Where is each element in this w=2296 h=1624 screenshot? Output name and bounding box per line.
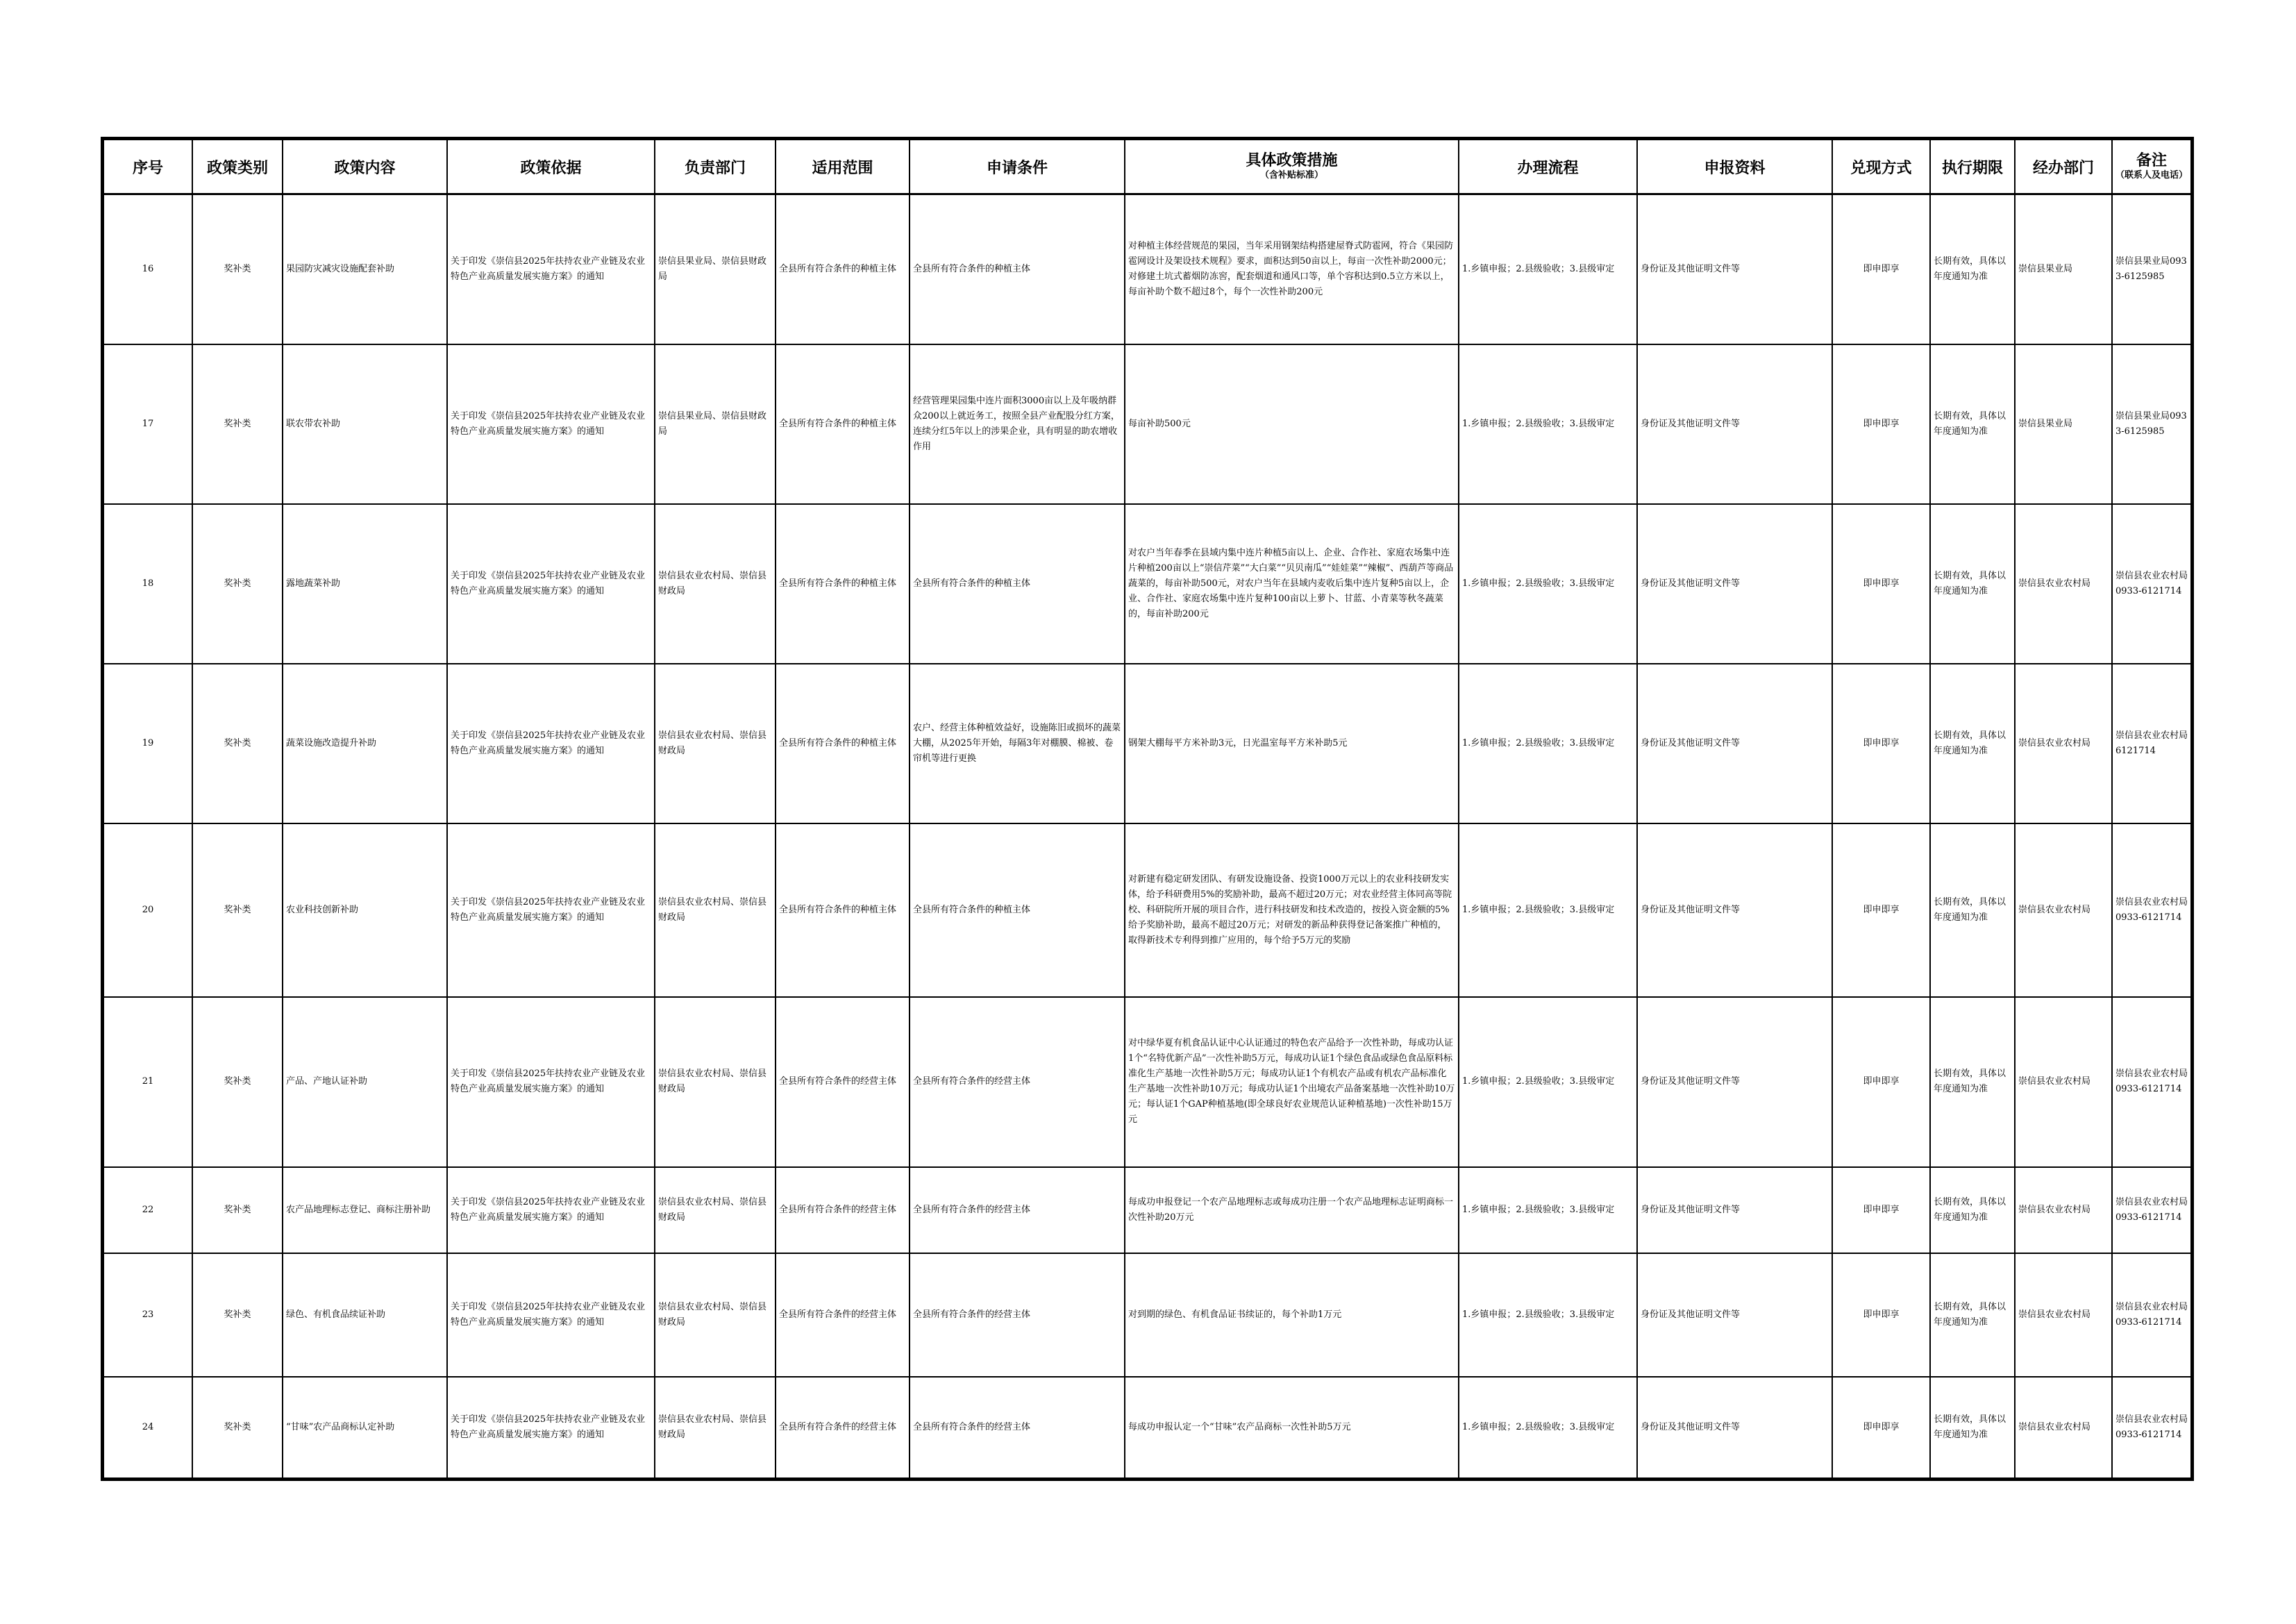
cell-seq: 17 (103, 344, 192, 504)
cell-seq: 19 (103, 664, 192, 823)
cell-method: 即申即享 (1832, 1253, 1930, 1377)
cell-seq: 23 (103, 1253, 192, 1377)
header-note (2112, 140, 2191, 194)
cell-content: 产品、产地认证补助 (283, 997, 447, 1167)
table-row (103, 664, 2191, 823)
cell-period: 长期有效，具体以年度通知为准 (1930, 344, 2015, 504)
cell-method: 即申即享 (1832, 194, 1930, 344)
header-note-title: 备注 (2136, 152, 2167, 169)
table-row (103, 997, 2191, 1167)
cell-measures: 对种植主体经营规范的果园，当年采用钢架结构搭建屋脊式防雹网，符合《果园防雹网设计及架设技术规程》要求，面积达到50亩以上，每亩一次性补助2000元；对修建土坑式蓄烟防冻窖，配套烟道和通风口等，单个容积达到0.5立方米以上，每亩补助个数不超过8个，每个一次性补助200元 (1125, 194, 1459, 344)
cell-measures: 对中绿华夏有机食品认证中心认证通过的特色农产品给予一次性补助，每成功认证1个“名特优新产品”一次性补助5万元，每成功认证1个绿色食品或绿色食品原料标准化生产基地一次性补助5万元；每成功认证1个有机农产品或有机农产品标准化生产基地一次性补助10万元；每成功认证1个出境农产品备案基地一次性补助10万元；每认证1个GAP种植基地(即全球良好农业规范认证种植基地)一次性补助15万元 (1125, 997, 1459, 1167)
cell-category: 奖补类 (192, 504, 283, 664)
cell-category: 奖补类 (192, 997, 283, 1167)
cell-dept: 崇信县果业局、崇信县财政局 (655, 344, 776, 504)
cell-note: 崇信县果业局0933-6125985 (2112, 344, 2191, 504)
cell-office: 崇信县农业农村局 (2015, 997, 2112, 1167)
table-row (103, 823, 2191, 997)
header-seq: 序号 (103, 140, 192, 194)
cell-scope: 全县所有符合条件的种植主体 (776, 504, 910, 664)
cell-materials: 身份证及其他证明文件等 (1637, 997, 1832, 1167)
cell-scope: 全县所有符合条件的种植主体 (776, 664, 910, 823)
cell-category: 奖补类 (192, 1167, 283, 1253)
header-measures (1125, 140, 1459, 194)
cell-method: 即申即享 (1832, 344, 1930, 504)
cell-content: 农产品地理标志登记、商标注册补助 (283, 1167, 447, 1253)
cell-note: 崇信县果业局0933-6125985 (2112, 194, 2191, 344)
cell-materials: 身份证及其他证明文件等 (1637, 1377, 1832, 1478)
table-row (103, 1253, 2191, 1377)
header-method: 兑现方式 (1832, 140, 1930, 194)
cell-basis: 关于印发《崇信县2025年扶持农业产业链及农业特色产业高质量发展实施方案》的通知 (447, 664, 655, 823)
cell-dept: 崇信县农业农村局、崇信县财政局 (655, 823, 776, 997)
cell-materials: 身份证及其他证明文件等 (1637, 504, 1832, 664)
cell-materials: 身份证及其他证明文件等 (1637, 1253, 1832, 1377)
table-row (103, 344, 2191, 504)
cell-seq: 24 (103, 1377, 192, 1478)
cell-measures: 对新建有稳定研发团队、有研发设施设备、投资1000万元以上的农业科技研发实体，给予科研费用5%的奖励补助，最高不超过20万元；对农业经营主体同高等院校、科研院所开展的项目合作，进行科技研发和技术改造的，按投入资金额的5%给予奖励补助，最高不超过20万元；对研发的新品种获得登记备案推广种植的，取得新技术专利得到推广应用的，每个给予5万元的奖励 (1125, 823, 1459, 997)
cell-method: 即申即享 (1832, 1167, 1930, 1253)
cell-process: 1.乡镇申报；2.县级验收；3.县级审定 (1459, 1377, 1637, 1478)
cell-conditions: 全县所有符合条件的种植主体 (910, 504, 1125, 664)
cell-process: 1.乡镇申报；2.县级验收；3.县级审定 (1459, 504, 1637, 664)
cell-scope: 全县所有符合条件的种植主体 (776, 194, 910, 344)
cell-measures: 每成功申报登记一个农产品地理标志或每成功注册一个农产品地理标志证明商标一次性补助20万元 (1125, 1167, 1459, 1253)
cell-content: 果园防灾减灾设施配套补助 (283, 194, 447, 344)
cell-note: 崇信县农业农村局0933-6121714 (2112, 823, 2191, 997)
cell-conditions: 全县所有符合条件的种植主体 (910, 823, 1125, 997)
cell-office: 崇信县农业农村局 (2015, 823, 2112, 997)
header-note-subtitle: （联系人及电话） (2115, 170, 2188, 181)
cell-period: 长期有效，具体以年度通知为准 (1930, 823, 2015, 997)
cell-content: 绿色、有机食品续证补助 (283, 1253, 447, 1377)
header-measures-subtitle: （含补贴标准） (1259, 170, 1323, 181)
cell-dept: 崇信县农业农村局、崇信县财政局 (655, 1377, 776, 1478)
cell-method: 即申即享 (1832, 1377, 1930, 1478)
header-category: 政策类别 (192, 140, 283, 194)
cell-period: 长期有效，具体以年度通知为准 (1930, 504, 2015, 664)
header-process: 办理流程 (1459, 140, 1637, 194)
cell-method: 即申即享 (1832, 664, 1930, 823)
cell-content: “甘味”农产品商标认定补助 (283, 1377, 447, 1478)
cell-seq: 18 (103, 504, 192, 664)
cell-period: 长期有效，具体以年度通知为准 (1930, 1377, 2015, 1478)
cell-scope: 全县所有符合条件的种植主体 (776, 823, 910, 997)
cell-seq: 22 (103, 1167, 192, 1253)
table-row (103, 194, 2191, 344)
cell-period: 长期有效，具体以年度通知为准 (1930, 1253, 2015, 1377)
header-office: 经办部门 (2015, 140, 2112, 194)
cell-scope: 全县所有符合条件的种植主体 (776, 344, 910, 504)
cell-office: 崇信县果业局 (2015, 194, 2112, 344)
cell-dept: 崇信县农业农村局、崇信县财政局 (655, 504, 776, 664)
table-row (103, 1167, 2191, 1253)
cell-basis: 关于印发《崇信县2025年扶持农业产业链及农业特色产业高质量发展实施方案》的通知 (447, 823, 655, 997)
cell-process: 1.乡镇申报；2.县级验收；3.县级审定 (1459, 194, 1637, 344)
cell-process: 1.乡镇申报；2.县级验收；3.县级审定 (1459, 1253, 1637, 1377)
cell-office: 崇信县农业农村局 (2015, 1167, 2112, 1253)
cell-conditions: 全县所有符合条件的经营主体 (910, 1167, 1125, 1253)
cell-basis: 关于印发《崇信县2025年扶持农业产业链及农业特色产业高质量发展实施方案》的通知 (447, 1167, 655, 1253)
cell-office: 崇信县果业局 (2015, 344, 2112, 504)
cell-note: 崇信县农业农村局0933-6121714 (2112, 1377, 2191, 1478)
cell-scope: 全县所有符合条件的经营主体 (776, 1253, 910, 1377)
cell-category: 奖补类 (192, 823, 283, 997)
cell-category: 奖补类 (192, 1253, 283, 1377)
cell-office: 崇信县农业农村局 (2015, 664, 2112, 823)
cell-method: 即申即享 (1832, 997, 1930, 1167)
cell-dept: 崇信县农业农村局、崇信县财政局 (655, 1253, 776, 1377)
cell-basis: 关于印发《崇信县2025年扶持农业产业链及农业特色产业高质量发展实施方案》的通知 (447, 344, 655, 504)
cell-process: 1.乡镇申报；2.县级验收；3.县级审定 (1459, 823, 1637, 997)
cell-note: 崇信县农业农村局0933-6121714 (2112, 1253, 2191, 1377)
cell-basis: 关于印发《崇信县2025年扶持农业产业链及农业特色产业高质量发展实施方案》的通知 (447, 1377, 655, 1478)
cell-dept: 崇信县农业农村局、崇信县财政局 (655, 997, 776, 1167)
cell-note: 崇信县农业农村局6121714 (2112, 664, 2191, 823)
cell-materials: 身份证及其他证明文件等 (1637, 344, 1832, 504)
cell-content: 露地蔬菜补助 (283, 504, 447, 664)
cell-measures: 每成功申报认定一个“甘味”农产品商标一次性补助5万元 (1125, 1377, 1459, 1478)
header-basis: 政策依据 (447, 140, 655, 194)
cell-seq: 21 (103, 997, 192, 1167)
cell-scope: 全县所有符合条件的经营主体 (776, 1167, 910, 1253)
cell-office: 崇信县农业农村局 (2015, 504, 2112, 664)
cell-office: 崇信县农业农村局 (2015, 1253, 2112, 1377)
cell-conditions: 全县所有符合条件的经营主体 (910, 1377, 1125, 1478)
cell-dept: 崇信县农业农村局、崇信县财政局 (655, 664, 776, 823)
cell-conditions: 全县所有符合条件的经营主体 (910, 997, 1125, 1167)
cell-process: 1.乡镇申报；2.县级验收；3.县级审定 (1459, 664, 1637, 823)
cell-basis: 关于印发《崇信县2025年扶持农业产业链及农业特色产业高质量发展实施方案》的通知 (447, 997, 655, 1167)
cell-note: 崇信县农业农村局0933-6121714 (2112, 504, 2191, 664)
table-row (103, 1377, 2191, 1478)
cell-basis: 关于印发《崇信县2025年扶持农业产业链及农业特色产业高质量发展实施方案》的通知 (447, 1253, 655, 1377)
cell-dept: 崇信县农业农村局、崇信县财政局 (655, 1167, 776, 1253)
cell-process: 1.乡镇申报；2.县级验收；3.县级审定 (1459, 997, 1637, 1167)
cell-conditions: 经营管理果园集中连片面积3000亩以上及年吸纳群众200以上就近务工，按照全县产业配股分红方案，连续分红5年以上的涉果企业，具有明显的助农增收作用 (910, 344, 1125, 504)
cell-conditions: 全县所有符合条件的种植主体 (910, 194, 1125, 344)
cell-office: 崇信县农业农村局 (2015, 1377, 2112, 1478)
cell-category: 奖补类 (192, 1377, 283, 1478)
cell-period: 长期有效，具体以年度通知为准 (1930, 1167, 2015, 1253)
header-row (103, 140, 2191, 194)
cell-content: 蔬菜设施改造提升补助 (283, 664, 447, 823)
cell-conditions: 全县所有符合条件的经营主体 (910, 1253, 1125, 1377)
cell-scope: 全县所有符合条件的经营主体 (776, 1377, 910, 1478)
cell-dept: 崇信县果业局、崇信县财政局 (655, 194, 776, 344)
header-measures-title: 具体政策措施 (1246, 152, 1338, 169)
cell-period: 长期有效，具体以年度通知为准 (1930, 997, 2015, 1167)
cell-basis: 关于印发《崇信县2025年扶持农业产业链及农业特色产业高质量发展实施方案》的通知 (447, 504, 655, 664)
cell-category: 奖补类 (192, 344, 283, 504)
cell-method: 即申即享 (1832, 504, 1930, 664)
cell-category: 奖补类 (192, 664, 283, 823)
cell-note: 崇信县农业农村局0933-6121714 (2112, 997, 2191, 1167)
header-conditions: 申请条件 (910, 140, 1125, 194)
cell-seq: 20 (103, 823, 192, 997)
cell-content: 农业科技创新补助 (283, 823, 447, 997)
cell-period: 长期有效，具体以年度通知为准 (1930, 194, 2015, 344)
cell-seq: 16 (103, 194, 192, 344)
header-dept: 负责部门 (655, 140, 776, 194)
cell-materials: 身份证及其他证明文件等 (1637, 1167, 1832, 1253)
cell-method: 即申即享 (1832, 823, 1930, 997)
cell-content: 联农带农补助 (283, 344, 447, 504)
cell-process: 1.乡镇申报；2.县级验收；3.县级审定 (1459, 344, 1637, 504)
header-scope: 适用范围 (776, 140, 910, 194)
cell-note: 崇信县农业农村局0933-6121714 (2112, 1167, 2191, 1253)
cell-measures: 钢架大棚每平方米补助3元，日光温室每平方米补助5元 (1125, 664, 1459, 823)
cell-materials: 身份证及其他证明文件等 (1637, 664, 1832, 823)
table-row (103, 504, 2191, 664)
header-period: 执行期限 (1930, 140, 2015, 194)
header-materials: 申报资料 (1637, 140, 1832, 194)
cell-measures: 对到期的绿色、有机食品证书续证的，每个补助1万元 (1125, 1253, 1459, 1377)
header-content: 政策内容 (283, 140, 447, 194)
cell-conditions: 农户、经营主体种植效益好，设施陈旧或损坏的蔬菜大棚，从2025年开始，每隔3年对棚膜、棉被、卷帘机等进行更换 (910, 664, 1125, 823)
cell-measures: 每亩补助500元 (1125, 344, 1459, 504)
policy-table (103, 139, 2192, 1479)
cell-materials: 身份证及其他证明文件等 (1637, 194, 1832, 344)
cell-process: 1.乡镇申报；2.县级验收；3.县级审定 (1459, 1167, 1637, 1253)
cell-category: 奖补类 (192, 194, 283, 344)
cell-period: 长期有效，具体以年度通知为准 (1930, 664, 2015, 823)
cell-basis: 关于印发《崇信县2025年扶持农业产业链及农业特色产业高质量发展实施方案》的通知 (447, 194, 655, 344)
cell-scope: 全县所有符合条件的经营主体 (776, 997, 910, 1167)
cell-materials: 身份证及其他证明文件等 (1637, 823, 1832, 997)
cell-measures: 对农户当年春季在县域内集中连片种植5亩以上、企业、合作社、家庭农场集中连片种植200亩以上“崇信芹菜”“大白菜”“贝贝南瓜”“娃娃菜”“辣椒”、西葫芦等商品蔬菜的，每亩补助500元，对农户当年在县域内麦收后集中连片复种5亩以上，企业、合作社、家庭农场集中连片复种100亩以上萝卜、甘蓝、小青菜等秋冬蔬菜的，每亩补助200元 (1125, 504, 1459, 664)
